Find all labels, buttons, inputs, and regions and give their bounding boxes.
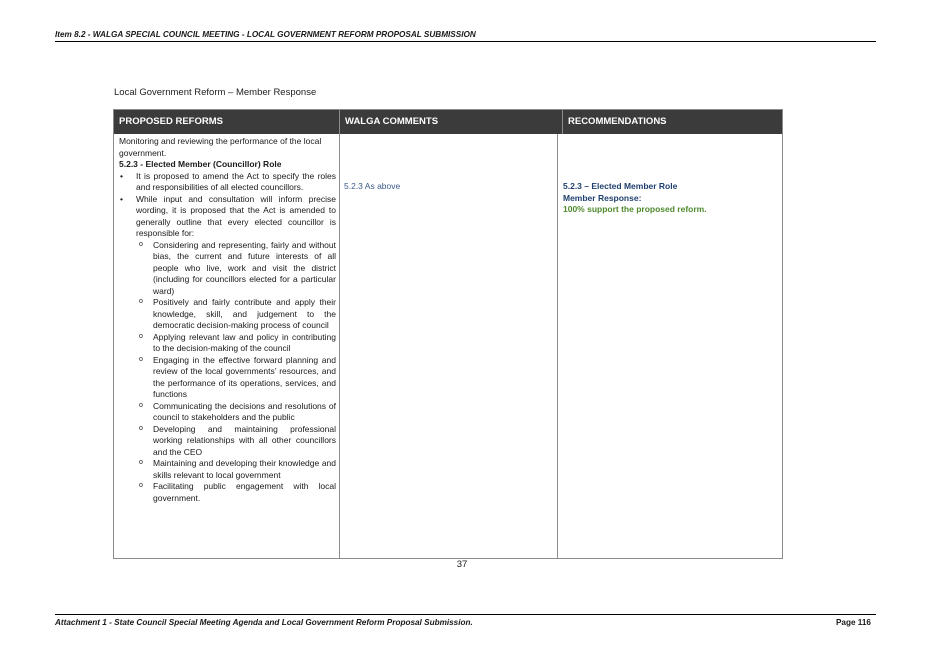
column-header-proposed-reforms: PROPOSED REFORMS (119, 116, 223, 127)
bullet-item (119, 194, 336, 505)
page-number: 37 (456, 559, 468, 570)
support-statement: 100% support the proposed reform. (563, 204, 707, 214)
column-header-walga-comments: WALGA COMMENTS (339, 110, 562, 134)
responsibility-item: o Considering and representing, fairly and without bias, the current and future interests of all people who live, work and visit the district (including for councillors elected for a particular ward) (136, 240, 336, 298)
responsibility-item: o Engaging in the effective forward planning and review of the local governments’ resources, and the performance of its operations, services, and functions (136, 355, 336, 401)
bullet-text: While input and consultation will inform precise wording, it is proposed that the Act is amended to generally outline that every elected councillor is responsible for: (136, 193, 336, 238)
header-title: Item 8.2 - WALGA SPECIAL COUNCIL MEETING - LOCAL GOVERNMENT REFORM PROPOSAL SUBMISSION (55, 30, 476, 39)
page-footer (55, 614, 876, 629)
responsibility-item: o Communicating the decisions and resolutions of council to stakeholders and the public (136, 401, 336, 424)
document-subtitle: Local Government Reform – Member Response (114, 87, 317, 98)
walga-comment: 5.2.3 As above (344, 181, 401, 191)
page-header (55, 30, 876, 42)
column-divider (339, 134, 340, 558)
bullet-item: • It is proposed to amend the Act to specify the roles and responsibilities of all elected councillors. (119, 171, 336, 194)
table-header (114, 110, 782, 134)
responsibility-item: o Applying relevant law and policy in contributing to the decision-making of the council (136, 332, 336, 355)
responsibility-item: o Facilitating public engagement with local government. (136, 481, 336, 504)
recommendation-title: 5.2.3 – Elected Member Role (563, 181, 678, 191)
footer-text: Attachment 1 - State Council Special Meeting Agenda and Local Government Reform Proposal Submission. (55, 618, 473, 627)
responsibility-item: o Positively and fairly contribute and apply their knowledge, skill, and judgement to the democratic decision-making process of council (136, 297, 336, 332)
column-divider (557, 134, 558, 558)
member-response-label: Member Response: (563, 192, 642, 203)
bullet-list (119, 171, 336, 505)
section-title: 5.2.3 - Elected Member (Councillor) Role (119, 159, 282, 169)
footer-page-number: Page 116 (835, 618, 871, 627)
responsibility-list (136, 240, 336, 505)
proposed-reforms-cell (119, 136, 336, 504)
responsibility-item: o Developing and maintaining professional working relationships with all other councillors and the CEO (136, 424, 336, 459)
recommendation-block (563, 181, 707, 216)
responsibility-item: o Maintaining and developing their knowledge and skills relevant to local government (136, 458, 336, 481)
column-header-recommendations: RECOMMENDATIONS (562, 110, 782, 134)
reform-table (113, 109, 783, 559)
reform-intro: Monitoring and reviewing the performance of the local government. (119, 136, 322, 158)
